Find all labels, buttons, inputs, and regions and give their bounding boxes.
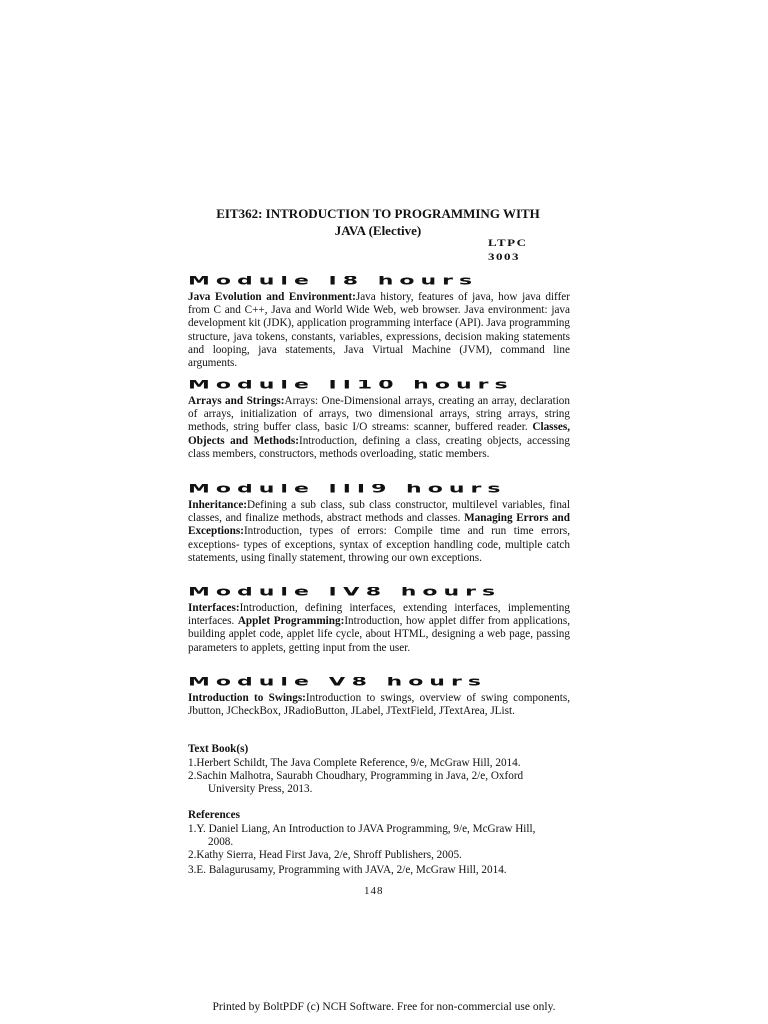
print-footer: Printed by BoltPDF (c) NCH Software. Free for non-commercial use only. <box>212 1001 556 1013</box>
module-5-topic-1-text: Introduction to swings, overview of swing components, Jbutton, JCheckBox, JRadioButton, JLabel, JTextField, JTextArea, JList. <box>188 692 571 718</box>
module-3-content <box>188 499 570 565</box>
module-3-heading: Module III9 hours <box>188 484 507 494</box>
module-4-topic-1-text: Introduction, defining interfaces, extending interfaces, implementing interfaces. <box>188 602 570 628</box>
module-4-content <box>188 602 570 655</box>
reference-3: 3.E. Balagurusamy, Programming with JAVA, 2/e, McGraw Hill, 2014. <box>188 864 507 876</box>
module-1-content <box>188 291 570 370</box>
text-book-2-continued: University Press, 2013. <box>208 783 313 795</box>
module-1-topic-1-text: Java history, features of java, how java differ from C and C++, Java and World Wide Web, web browser. Java environment: java development kit (JDK), application programming interface (API). Java programming structure, java tokens, constants, variables, expressions, decision making statements and looping, java statements, Java Virtual Machine (JVM), command line arguments. <box>188 291 570 370</box>
ltpc-label: LTPC <box>488 237 528 249</box>
text-book-2: 2.Sachin Malhotra, Saurabh Choudhary, Programming in Java, 2/e, Oxford <box>188 770 524 782</box>
references-heading: References <box>188 809 240 821</box>
module-2-topic-1-text: Arrays: One-Dimensional arrays, creating an array, declaration of arrays, initialization of arrays, two dimensional arrays, string arrays, string methods, string buffer class, basic I/O streams: scanner, buffered reader. <box>188 395 570 434</box>
module-2-content <box>188 395 570 461</box>
module-4-topic-2-term: Applet Programming: <box>237 615 345 628</box>
module-1-heading: Module I8 hours <box>188 276 479 286</box>
module-4-topic-1-term: Interfaces: <box>188 602 240 614</box>
module-4-topic-2-text: Introduction, how applet differ from applications, building applet code, applet life cycle, about HTML, designing a web page, passing parameters to applets, getting input from the user. <box>188 615 570 654</box>
module-5-topic-1-term: Introduction to Swings: <box>188 692 306 704</box>
text-books-heading: Text Book(s) <box>188 743 249 755</box>
course-title-line-2: JAVA (Elective) <box>334 223 422 238</box>
reference-1-continued: 2008. <box>208 836 234 848</box>
module-4-heading: Module IV8 hours <box>188 587 502 597</box>
module-1-topic-1-term: Java Evolution and Environment: <box>188 291 356 303</box>
page-number: 148 <box>364 885 384 897</box>
ltpc-values: 3003 <box>488 251 520 263</box>
course-title-line-1: EIT362: INTRODUCTION TO PROGRAMMING WITH <box>216 206 540 221</box>
module-3-topic-1-text: Defining a sub class, sub class constructor, multilevel variables, final classes, and finalize methods, abstract methods and classes. <box>188 499 570 525</box>
module-5-content <box>188 692 570 718</box>
text-book-1: 1.Herbert Schildt, The Java Complete Reference, 9/e, McGraw Hill, 2014. <box>188 757 521 769</box>
module-5-heading: Module V8 hours <box>188 677 487 687</box>
module-3-topic-1-term: Inheritance: <box>188 499 248 511</box>
module-2-topic-1-term: Arrays and Strings: <box>188 395 285 407</box>
module-2-topic-2-term: Classes, Objects and Methods: <box>188 421 570 447</box>
module-3-topic-2-text: Introduction, types of errors: Compile time and run time errors, exceptions- types of exceptions, syntax of exception handling code, multiple catch statements, using finally statement, throwing our own exceptions. <box>188 525 570 564</box>
module-3-topic-2-term: Managing Errors and Exceptions: <box>188 512 570 538</box>
reference-2: 2.Kathy Sierra, Head First Java, 2/e, Shroff Publishers, 2005. <box>188 849 462 861</box>
module-2-heading: Module II10 hours <box>188 380 514 390</box>
module-2-topic-2-text: Introduction, defining a class, creating objects, accessing class members, constructors, methods overloading, static members. <box>188 434 570 460</box>
reference-1: 1.Y. Daniel Liang, An Introduction to JAVA Programming, 9/e, McGraw Hill, <box>188 823 536 835</box>
